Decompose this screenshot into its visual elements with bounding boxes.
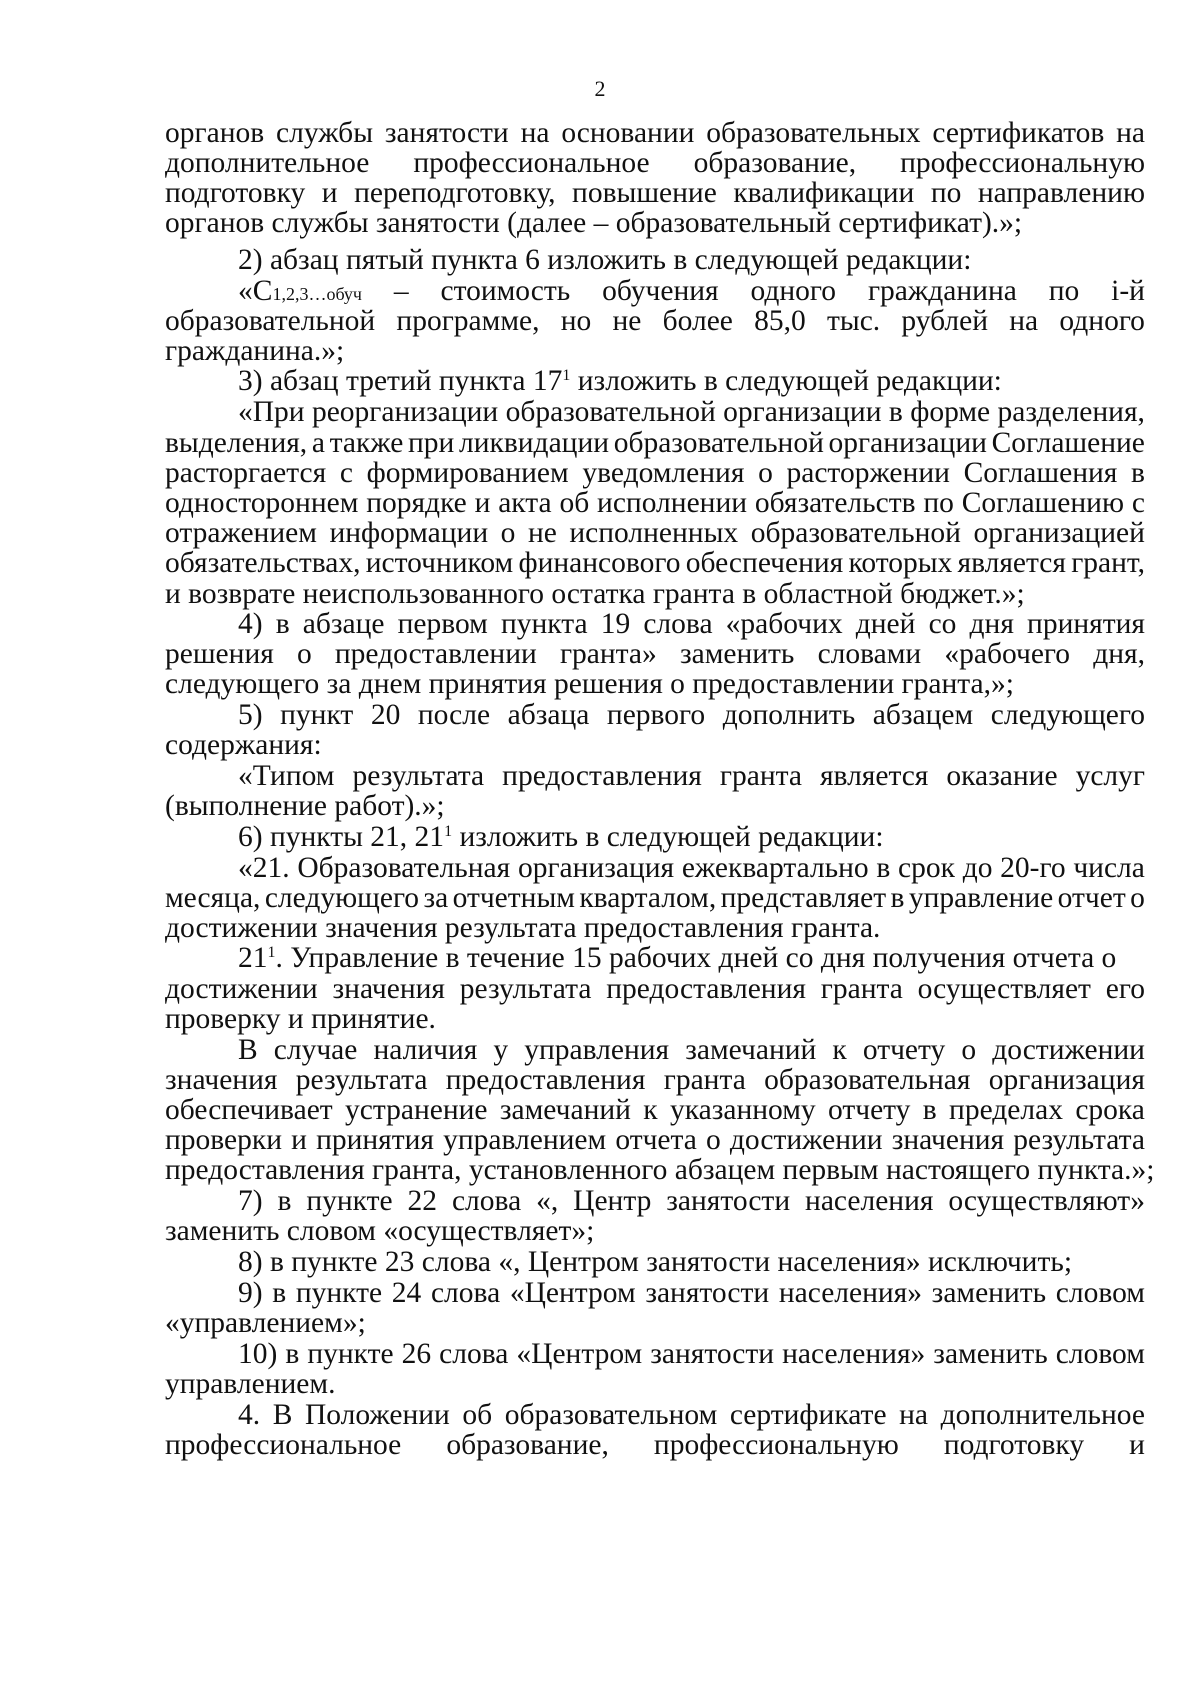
word: после [417,699,491,731]
word: населения» [782,1338,926,1370]
word: одного [1059,305,1145,337]
word: пункте [306,1185,393,1217]
word: квалификации [733,177,915,209]
text-line [165,177,1145,210]
word: значения [165,1064,278,1096]
word: дня, [1093,638,1145,670]
word: значения [332,973,445,1005]
word: принятия [1027,608,1145,640]
word: со [928,608,957,640]
word: 10) [238,1338,278,1370]
word: устранение [345,1094,488,1126]
text-line [165,147,1145,180]
word: кварталом, [579,882,717,914]
word: словами [817,638,922,670]
text-line [165,638,1145,671]
word: является [957,547,1066,579]
word: В [238,1034,258,1066]
text-line [165,117,1145,150]
word: замечаний [685,1034,817,1066]
word: к [832,1034,847,1066]
word: занятости [645,1277,770,1309]
word: и [1129,1429,1145,1461]
word: слова [643,608,713,640]
word: в [275,608,290,640]
word: разделения, [997,396,1145,428]
word: 20-го [1000,852,1066,884]
word: и [291,1124,307,1156]
word: программе, [396,305,540,337]
word: слова [451,1185,522,1217]
text-line [238,852,1145,885]
word: обеспечения [685,547,844,579]
word: числа [1073,852,1145,884]
text-line [238,699,1145,732]
word: образование, [693,147,857,179]
word: к [643,1094,658,1126]
word: в [876,852,891,884]
formula-subscript: 1,2,3…обуч [272,284,362,304]
word: «рабочих [725,608,843,640]
word: значения [891,1124,1005,1156]
word: результата [352,760,485,792]
word: расторгается [165,457,327,489]
word: «, [536,1185,559,1217]
word: в [890,882,905,914]
word: сертификатов [932,117,1105,149]
word: Образовательная [297,852,511,884]
word: а [311,427,325,459]
word: принятия [316,1124,434,1156]
word: Центр [573,1185,652,1217]
word: пункте [295,1277,383,1309]
word: отчета [615,1124,697,1156]
word: профессиональное [413,147,650,179]
word: отчетным [452,882,575,914]
word: профессиональное [165,1429,402,1461]
word: гражданина [867,275,1017,307]
word: – [393,275,409,307]
text-line [238,1185,1145,1218]
word: организация [988,1064,1145,1096]
text-after-superscript: изложить в следующей редакции: [452,821,884,853]
word: выделения, [165,427,308,459]
word: абзаце [302,608,385,640]
word: формированием [366,457,569,489]
word: гранта» [559,638,657,670]
word: месяца, [165,882,261,914]
text-line: управлением. [165,1368,336,1400]
text-line [165,882,1145,915]
word: его [1105,973,1145,1005]
word: «При [238,396,305,428]
text-line: заменить словом «осуществляет»; [165,1215,595,1247]
word: основании [561,117,695,149]
word: 5) [238,699,263,731]
word: управление [908,882,1054,914]
word: рублей [901,305,989,337]
word: реорганизации [311,396,499,428]
word: обучения [602,275,719,307]
word: обязательствах, [165,547,361,579]
word: по [1048,275,1080,307]
word: «рабочего [944,638,1071,670]
word: сертификате [729,1399,887,1431]
word: решения [165,638,274,670]
word: об [462,1399,493,1431]
word: гранта [663,1064,746,1096]
text-line: следующего за днем принятия решения о предоставлении гранта,»; [165,668,1014,700]
text-line [165,973,1145,1006]
text-line: достижении значения результата предоставления гранта. [165,912,881,944]
word: форме [910,396,991,428]
word: повышение [572,177,717,209]
word: словом [1055,1338,1145,1370]
word: у [493,1034,509,1066]
word: профессиональную [900,147,1145,179]
word: но [560,305,592,337]
superscript: 1 [444,823,453,840]
word: стоимость [440,275,571,307]
word: службы [276,117,374,149]
word: порядке [366,487,467,519]
word: образовательных [706,117,921,149]
word: о [1130,882,1145,914]
word: срок [898,852,955,884]
word: пункта [500,608,588,640]
word: в [285,1338,300,1370]
word: образование, [446,1429,609,1461]
word: пределах [949,1094,1063,1126]
word: о [961,1034,977,1066]
word: организации [828,427,987,459]
word: направлению [977,177,1145,209]
word: слова [430,1277,501,1309]
word: профессиональную [653,1429,899,1461]
word: уведомления [582,457,745,489]
word: в [272,1277,287,1309]
word: i-й [1111,275,1145,307]
word: следующего [990,699,1145,731]
text-line [165,1064,1145,1097]
word: в [277,1185,292,1217]
word: образовательной [505,396,716,428]
word: организация [517,852,675,884]
word: 4) [238,608,263,640]
word: в [1131,457,1145,489]
word: срока [1075,1094,1145,1126]
text-line [238,1399,1145,1432]
text-line: и возврате неиспользованного остатка гранта в областной бюджет.»; [165,578,1025,610]
word: одностороннем [165,487,359,519]
word: предоставления [606,973,806,1005]
word: исполненных [569,517,739,549]
text-line: «управлением»; [165,1307,366,1339]
word: исполнении [597,487,748,519]
word: услуг [1075,760,1145,792]
word: расторжении [786,457,950,489]
text-after-superscript: . Управление в течение 15 рабочих дней со дня получения отчета о [275,942,1117,974]
word: обеспечивает [165,1094,333,1126]
text-line [238,1338,1145,1371]
word: Соглашению [961,487,1124,519]
word: на [899,1399,929,1431]
superscript: 1 [562,367,571,384]
word: 24 [391,1277,422,1309]
word: образовательной [165,305,376,337]
word: более [662,305,733,337]
word: предоставления [445,1064,646,1096]
text-line: содержания: [165,729,322,761]
word: Положении [304,1399,450,1431]
word: подготовку [165,177,306,209]
word: информации [329,517,489,549]
text-line [165,517,1145,550]
word: Соглашения [963,457,1118,489]
word: 9) [238,1277,263,1309]
text-line [238,942,1145,975]
word: словом [1055,1277,1145,1309]
word: обязательств [754,487,916,519]
word: одного [750,275,837,307]
word: по [923,487,954,519]
word: Соглашение [991,427,1145,459]
word: тыс. [826,305,881,337]
word: дней [855,608,916,640]
word: результата [295,1064,428,1096]
text-line [238,1277,1145,1310]
text-line [165,427,1145,460]
text-after-superscript: изложить в следующей редакции: [570,365,1002,397]
word: предоставлении [334,638,537,670]
word: не [527,517,557,549]
text-line [238,365,1145,398]
word: об [559,487,590,519]
page-number: 2 [594,76,606,101]
word: заменить [931,1277,1047,1309]
word: занятости [384,117,509,149]
word: гранта [719,760,802,792]
word: является [819,760,929,792]
text-line [238,760,1145,793]
word: органов [165,117,265,149]
word: грант, [1071,547,1145,579]
text-line [165,457,1145,490]
word: гранта [820,973,903,1005]
word: дополнить [722,699,856,731]
word: и [321,177,338,209]
word: организации [723,396,882,428]
word: финансового [518,547,681,579]
text-line: 2) абзац пятый пункта 6 изложить в следующей редакции: [238,244,972,276]
word: 22 [407,1185,438,1217]
word: ликвидации [459,427,610,459]
word: замечаний [499,1094,631,1126]
word: при [408,427,455,459]
word: подготовку [943,1429,1085,1461]
word: о [296,638,312,670]
word: пункт [280,699,354,731]
word: также [329,427,404,459]
word: отчет [1057,882,1126,914]
word: результата [459,973,592,1005]
word: 20 [370,699,401,731]
word: на [1116,117,1145,149]
word: отчету [827,1094,911,1126]
text-line [165,1094,1145,1127]
word: образовательной [613,427,824,459]
word: отражением [165,517,317,549]
word: слова [439,1338,509,1370]
word: образовательной [750,517,961,549]
word: в [922,1094,937,1126]
word: 19 [600,608,631,640]
word: «Центром [509,1277,636,1309]
word: акта [498,487,552,519]
word: с [339,457,353,489]
word: не [612,305,642,337]
word: 85,0 [754,305,806,337]
word: первом [397,608,488,640]
word: абзацем [872,699,974,731]
text-before-superscript: 3) абзац третий пункта 17 [238,365,563,397]
word: представляет [720,882,887,914]
word: на [1009,305,1039,337]
word: о [758,457,773,489]
word: проверки [165,1124,283,1156]
word: занятости [650,1338,775,1370]
word: 7) [238,1185,263,1217]
text-before-superscript: 6) пункты 21, 21 [238,821,445,853]
word: в [888,396,903,428]
word: первого [606,699,706,731]
word: абзаца [507,699,590,731]
text-line [165,1124,1145,1157]
text-line [165,1429,1145,1462]
word: образовательном [504,1399,718,1431]
word: осуществляют» [948,1185,1145,1217]
word: результата [1013,1124,1145,1156]
text-line [165,547,1145,580]
word: о [705,1124,721,1156]
word: следующего [264,882,420,914]
word: дополнительное [165,147,370,179]
word: пункте [307,1338,394,1370]
word: достижении [729,1124,883,1156]
word: и [474,487,491,519]
word: организацией [973,517,1145,549]
text-line: органов службы занятости (далее – образовательный сертификат).»; [165,207,1023,239]
word: достижении [165,973,318,1005]
word: оказание [946,760,1058,792]
text-before-superscript: 21 [238,942,268,974]
formula-symbol: «С [238,275,273,307]
word: по [930,177,962,209]
word: с [1131,487,1145,519]
text-line: 8) в пункте 23 слова «, Центром занятости населения» исключить; [238,1246,1073,1278]
text-line [165,487,1145,520]
word: случае [273,1034,358,1066]
text-line [238,396,1145,429]
text-line: гражданина.»; [165,335,345,367]
word: образовательная [764,1064,971,1096]
word: В [272,1399,293,1431]
word: дня [969,608,1014,640]
word: до [962,852,993,884]
word: управлением [443,1124,607,1156]
word: 26 [401,1338,432,1370]
text-line [238,821,1145,854]
word: на [520,117,550,149]
word: заменить [679,638,795,670]
word: ежеквартально [681,852,869,884]
word: отчету [862,1034,946,1066]
text-line [165,305,1145,338]
word: заменить [933,1338,1048,1370]
word: населения» [778,1277,922,1309]
text-line: (выполнение работ).»; [165,790,445,822]
text-line: проверку и принятие. [165,1003,436,1035]
word: источником [365,547,514,579]
superscript: 1 [267,944,276,961]
word: управления [524,1034,670,1066]
word: наличия [373,1034,478,1066]
word: указанному [669,1094,816,1126]
word: 4. [238,1399,261,1431]
word: дополнительное [940,1399,1145,1431]
word: «21. [238,852,290,884]
word: осуществляет [917,973,1091,1005]
word: населения [805,1185,934,1217]
text-line [238,1034,1145,1067]
word: переподготовку, [354,177,556,209]
word: достижении [992,1034,1145,1066]
text-line [238,608,1145,641]
text-line: предоставления гранта, установленного абзацем первым настоящего пункта.»; [165,1154,1155,1186]
word: «Центром [516,1338,643,1370]
word: о [500,517,516,549]
word: занятости [666,1185,791,1217]
word: за [423,882,449,914]
word: предоставления [502,760,702,792]
word: которых [848,547,953,579]
word: «Типом [238,760,335,792]
